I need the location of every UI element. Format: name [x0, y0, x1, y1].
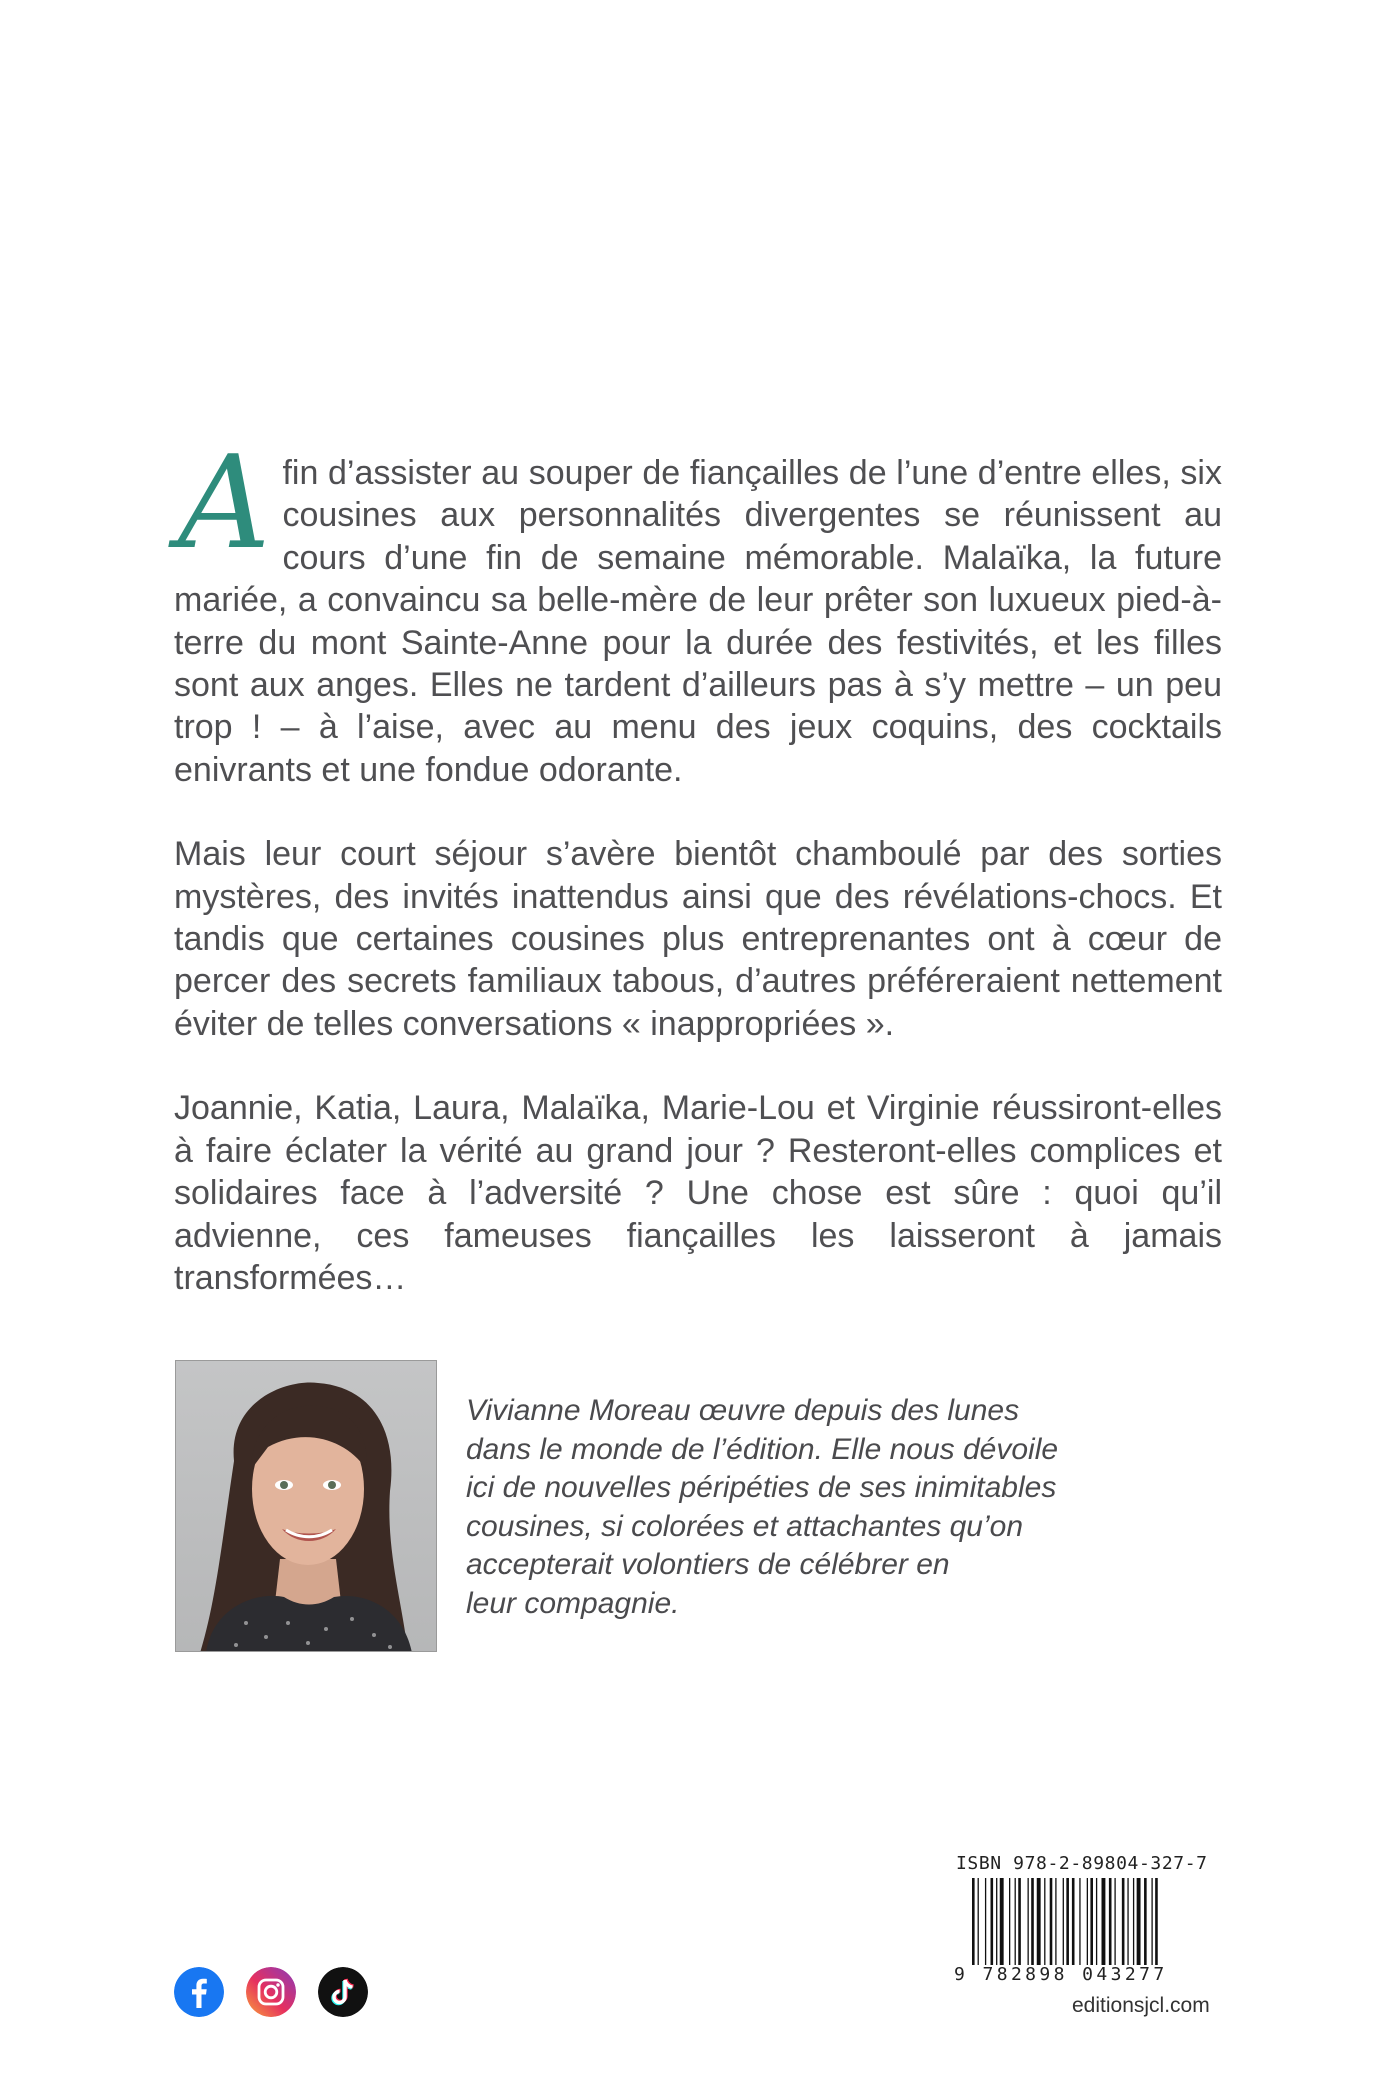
- barcode-bar: [978, 1878, 979, 1965]
- bio-line: Vivianne Moreau œuvre depuis des lunes: [466, 1394, 1020, 1427]
- barcode-bar: [985, 1878, 986, 1965]
- barcode-bar: [1144, 1878, 1147, 1965]
- bio-line: accepterait volontiers de célébrer en: [466, 1548, 950, 1581]
- back-cover-blurb: [174, 429, 1222, 1299]
- facebook-icon[interactable]: [174, 1967, 224, 2017]
- blurb-paragraph-2: Mais leur court séjour s’avère bientôt chamboulé par des sorties mystères, des invités inattendus ainsi que des révélations-chocs. Et tandis que certaines cousines plus entreprenantes ont à cœur de percer des secrets familiaux tabous, d’autres préféreraient nettement éviter de telles conversations « inappropriées ».: [174, 835, 1222, 1043]
- barcode-bar: [1102, 1878, 1106, 1965]
- instagram-icon[interactable]: [246, 1967, 296, 2017]
- blurb-paragraph-3: Joannie, Katia, Laura, Malaïka, Marie-Lou et Virginie réussiront-elles à faire éclater la vérité au grand jour ? Resteront-elles complices et solidaires face à l’adversité ? Une chose est sûre : quoi qu’il advienne, ces fameuses fiançailles les laisseront à jamais transformées…: [174, 1089, 1222, 1297]
- barcode-bar: [1087, 1878, 1088, 1965]
- barcode-bar: [1037, 1878, 1041, 1965]
- barcode-bar: [1137, 1878, 1141, 1965]
- barcode-bar: [1009, 1878, 1010, 1965]
- blurb-paragraph-1: [174, 429, 1222, 791]
- barcode-bar: [1063, 1878, 1064, 1965]
- barcode-bar: [1000, 1878, 1004, 1965]
- social-icons: [174, 1967, 368, 2017]
- barcode-bar: [1096, 1878, 1097, 1965]
- barcode-bar: [1031, 1878, 1034, 1965]
- author-photo: [175, 1360, 437, 1652]
- bio-line: cousines, si colorées et attachantes qu’on: [466, 1509, 1024, 1543]
- blurb-paragraph-1-text: fin d’assister au souper de fiançailles de l’une d’entre elles, six cousines aux personnalités divergentes se réunissent au cours d’une fin de semaine mémorable. Malaïka, la future mariée, a convaincu sa belle-mère de leur prêter son luxueux pied-à-terre du mont Sainte-Anne pour la durée des festivités, et les filles sont aux anges. Elles ne tardent d’ailleurs pas à s’y mettre – un peu trop ! – à l’aise, avec au menu des jeux coquins, des cocktails enivrants et une fondue odorante.: [174, 454, 1222, 789]
- barcode-bar: [1109, 1878, 1112, 1965]
- author-bio: [466, 1392, 1146, 1623]
- barcode-bar: [1127, 1878, 1128, 1965]
- barcode-bar: [1028, 1878, 1029, 1965]
- barcode-bar: [1151, 1878, 1152, 1965]
- barcode-digits: 9 782898 043277: [954, 1964, 1168, 1985]
- barcode-bar: [1079, 1878, 1080, 1965]
- tiktok-icon[interactable]: [318, 1967, 368, 2017]
- barcode-bar: [1072, 1878, 1075, 1965]
- barcode-bar: [972, 1878, 975, 1965]
- bio-line: dans le monde de l’édition. Elle nous dévoile: [466, 1432, 1059, 1466]
- bio-line: leur compagnie.: [466, 1586, 680, 1620]
- barcode-bar: [1114, 1878, 1115, 1965]
- barcode-bar: [1018, 1878, 1021, 1965]
- barcode-bar: [1122, 1878, 1125, 1965]
- barcode-bar: [1090, 1878, 1093, 1965]
- barcode-bar: [1133, 1878, 1134, 1965]
- barcode-bar: [991, 1878, 994, 1965]
- barcode-bar: [1055, 1878, 1056, 1965]
- publisher-website[interactable]: editionsjcl.com: [1072, 1994, 1210, 2017]
- bio-line: ici de nouvelles péripéties de ses inimitables: [466, 1471, 1057, 1504]
- barcode-bar: [1015, 1878, 1016, 1965]
- barcode-bar: [1066, 1878, 1069, 1965]
- barcode-bar: [1050, 1878, 1053, 1965]
- barcode-bar: [1044, 1878, 1045, 1965]
- drop-cap: A: [178, 429, 267, 578]
- barcode: [972, 1878, 1210, 1965]
- barcode-bar: [996, 1878, 997, 1965]
- barcode-bar: [1155, 1878, 1158, 1965]
- isbn-label: ISBN 978-2-89804-327-7: [956, 1853, 1208, 1874]
